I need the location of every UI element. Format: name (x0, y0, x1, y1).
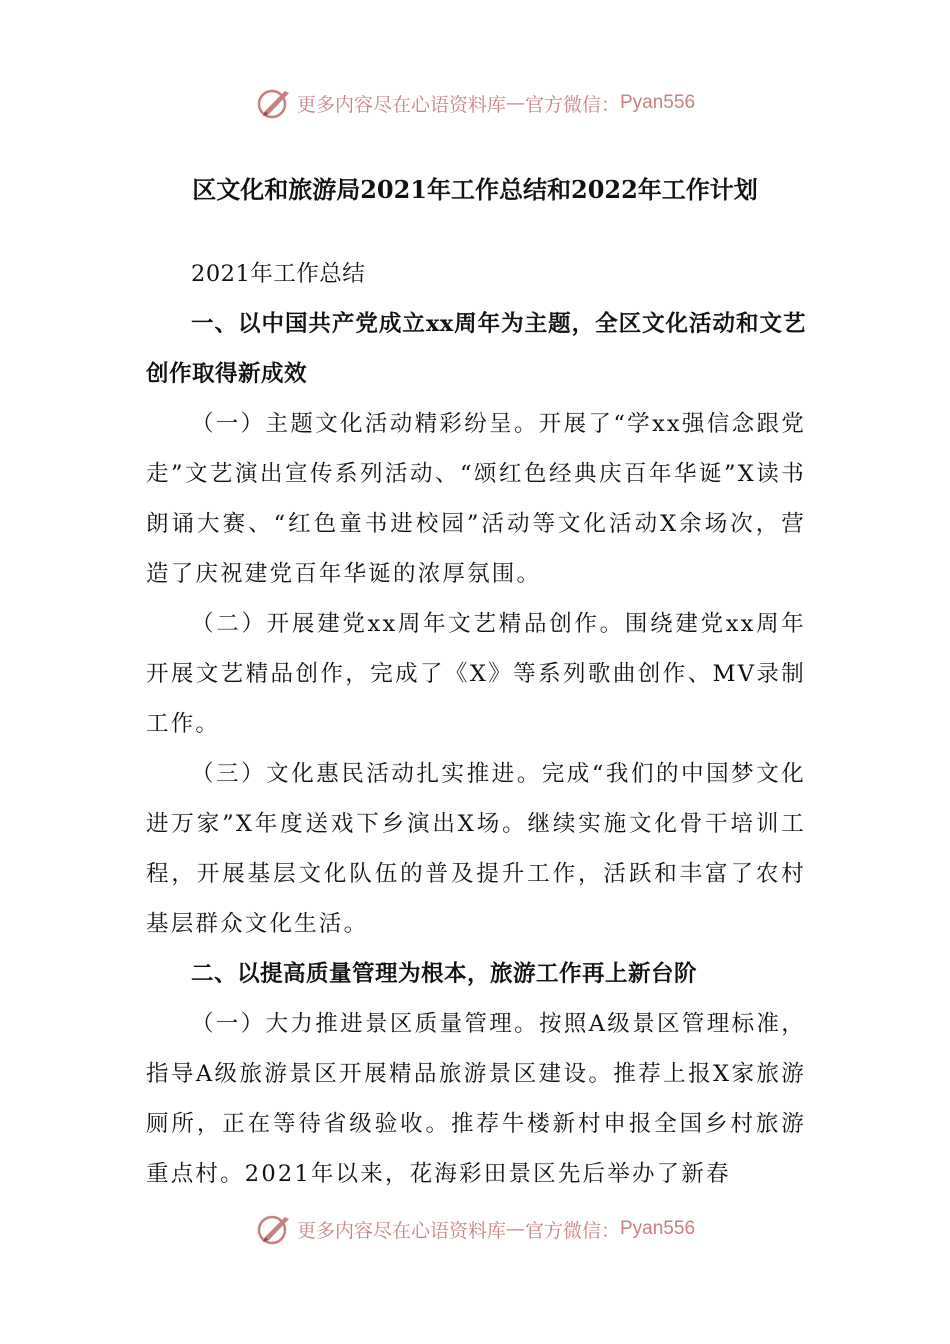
watermark-label: 官方微信： (524, 93, 620, 116)
watermark-handle: Pyan556 (620, 1218, 696, 1239)
paragraph-3: （三）文化惠民活动扎实推进。完成“我们的中国梦文化进万家”X年度送戏下乡演出X场。继续实施文化骨干培训工程，开展基层文化队伍的普及提升工作，活跃和丰富了农村基层群众文化生活。 (146, 761, 806, 937)
document-body (146, 249, 806, 1199)
pen-logo-icon (255, 1209, 295, 1249)
heading-1: 一、以中国共产党成立xx周年为主题，全区文化活动和文艺创作取得新成效 (146, 311, 806, 387)
watermark-footer (0, 1207, 950, 1251)
watermark-main-text: 更多内容尽在心语资料库 (296, 1219, 506, 1242)
document-title: 区文化和旅游局2021年工作总结和2022年工作计划 (192, 175, 758, 204)
watermark-header (0, 81, 950, 125)
section-label: 2021年工作总结 (191, 261, 366, 287)
watermark-separator: — (505, 1218, 525, 1240)
paragraph-1: （一）主题文化活动精彩纷呈。开展了“学xx强信念跟党走”文艺演出宣传系列活动、“颂红色经典庆百年华诞”X读书朗诵大赛、“红色童书进校园”活动等文化活动X余场次，营造了庆祝建党百年华诞的浓厚氛围。 (146, 411, 806, 587)
pen-logo-icon (255, 83, 295, 123)
watermark-separator: — (505, 92, 525, 114)
paragraph-2: （二）开展建党xx周年文艺精品创作。围绕建党xx周年开展文艺精品创作，完成了《X》等系列歌曲创作、MV录制工作。 (146, 611, 806, 737)
watermark-handle: Pyan556 (620, 92, 696, 113)
watermark-main-text: 更多内容尽在心语资料库 (296, 93, 506, 116)
watermark-label: 官方微信： (524, 1219, 620, 1242)
paragraph-4: （一）大力推进景区质量管理。按照A级景区管理标准，指导A级旅游景区开展精品旅游景区建设。推荐上报X家旅游厕所，正在等待省级验收。推荐牛楼新村申报全国乡村旅游重点村。2021年以来，花海彩田景区先后举办了新春 (146, 1011, 806, 1187)
heading-2: 二、以提高质量管理为根本，旅游工作再上新台阶 (191, 961, 698, 987)
